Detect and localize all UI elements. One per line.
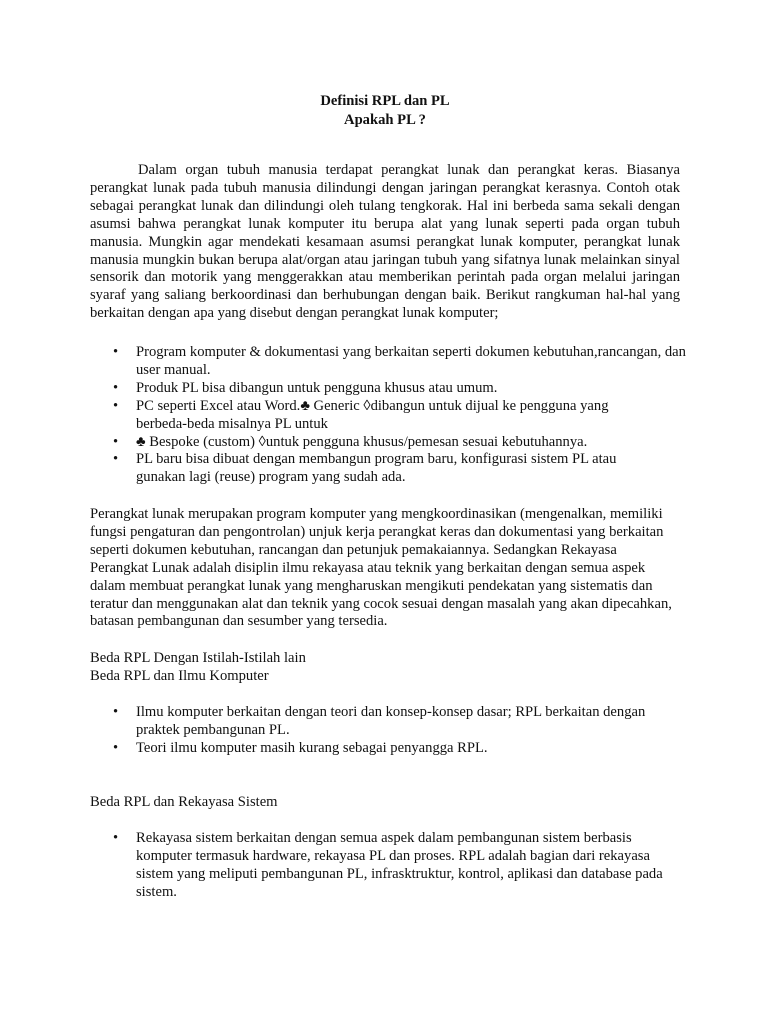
list-item: • Rekayasa sistem berkaitan dengan semua aspek dalam pembangunan sistem berbasis komputer termasuk hardware, rekayasa PL dan proses. RPL adalah bagian dari rekayasa sistem yang meliputi pembangunan PL, infrasktruktur, kontrol, aplikasi dan database pada sistem. [90, 830, 686, 902]
title-line-1: Definisi RPL dan PL [320, 93, 450, 109]
list-item: • Ilmu komputer berkaitan dengan teori dan konsep-konsep dasar; RPL berkaitan dengan praktek pembangunan PL. [90, 704, 690, 740]
definition-paragraph: Perangkat lunak merupakan program komputer yang mengkoordinasikan (mengenalkan, memiliki fungsi pengaturan dan pengontrolan) unjuk kerja perangkat keras dan dokumentasi yang berkaitan seperti dokumen kebutuhan, rancangan dan petunjuk pemakaiannya. Sedangkan Rekayasa Perangkat Lunak adalah disiplin ilmu rekayasa atau teknik yang berkaitan dengan semua aspek dalam membuat perangkat lunak yang mengharuskan mengikuti pendekatan yang sistematis dan teratur dan menggunakan alat dan teknik yang cocok sesuai dengan masalah yang akan dipecahkan, batasan pembangunan dan sesumber yang tersedia. [90, 506, 672, 630]
list-item: • PC seperti Excel atau Word.♣ Generic ◊dibangun untuk dijual ke pengguna yang berbeda-beda misalnya PL untuk [90, 398, 690, 434]
intro-paragraph: Dalam organ tubuh manusia terdapat perangkat lunak dan perangkat keras. Biasanya perangkat lunak pada tubuh manusia dilindungi dengan jaringan perangkat kerasnya. Contoh otak sebagai perangkat lunak dan dilindungi oleh tulang tengkorak. Hal ini berbeda sama sekali dengan asumsi bahwa perangkat lunak komputer itu berupa alat yang lunak seperti pada organ tubuh manusia. Mungkin agar mendekati kesamaan asumsi perangkat lunak komputer, perangkat lunak manusia mungkin bukan berupa alat/organ atau jaringan tubuh yang sifatnya lunak melainkan sinyal sensorik dan motorik yang menggerakkan atau memberikan perintah pada organ melalui jaringan syaraf yang saliang berkoordinasi dan berhubungan dengan baik. Berikut rangkuman hal-hal yang berkaitan dengan apa yang disebut dengan perangkat lunak komputer; [90, 162, 680, 322]
list-item: • ♣ Bespoke (custom) ◊untuk pengguna khusus/pemesan sesuai kebutuhannya. [90, 434, 690, 452]
heading-beda-rpl-rekayasa-sistem: Beda RPL dan Rekayasa Sistem [90, 794, 278, 810]
title-line-2: Apakah PL ? [344, 112, 426, 128]
heading-beda-rpl-ilmu-komputer: Beda RPL dan Ilmu Komputer [90, 668, 269, 684]
list-item: • Produk PL bisa dibangun untuk pengguna khusus atau umum. [90, 380, 690, 398]
list-item: • Teori ilmu komputer masih kurang sebagai penyangga RPL. [90, 740, 690, 758]
list-software-items [90, 344, 690, 487]
list-ilmu-komputer [90, 704, 690, 758]
list-item: • Program komputer & dokumentasi yang berkaitan seperti dokumen kebutuhan,rancangan, dan user manual. [90, 344, 690, 380]
list-rekayasa-sistem [90, 830, 686, 902]
list-item: • PL baru bisa dibuat dengan membangun program baru, konfigurasi sistem PL atau gunakan lagi (reuse) program yang sudah ada. [90, 451, 690, 487]
document-title [90, 93, 680, 131]
heading-beda-rpl-istilah: Beda RPL Dengan Istilah-Istilah lain [90, 650, 306, 666]
